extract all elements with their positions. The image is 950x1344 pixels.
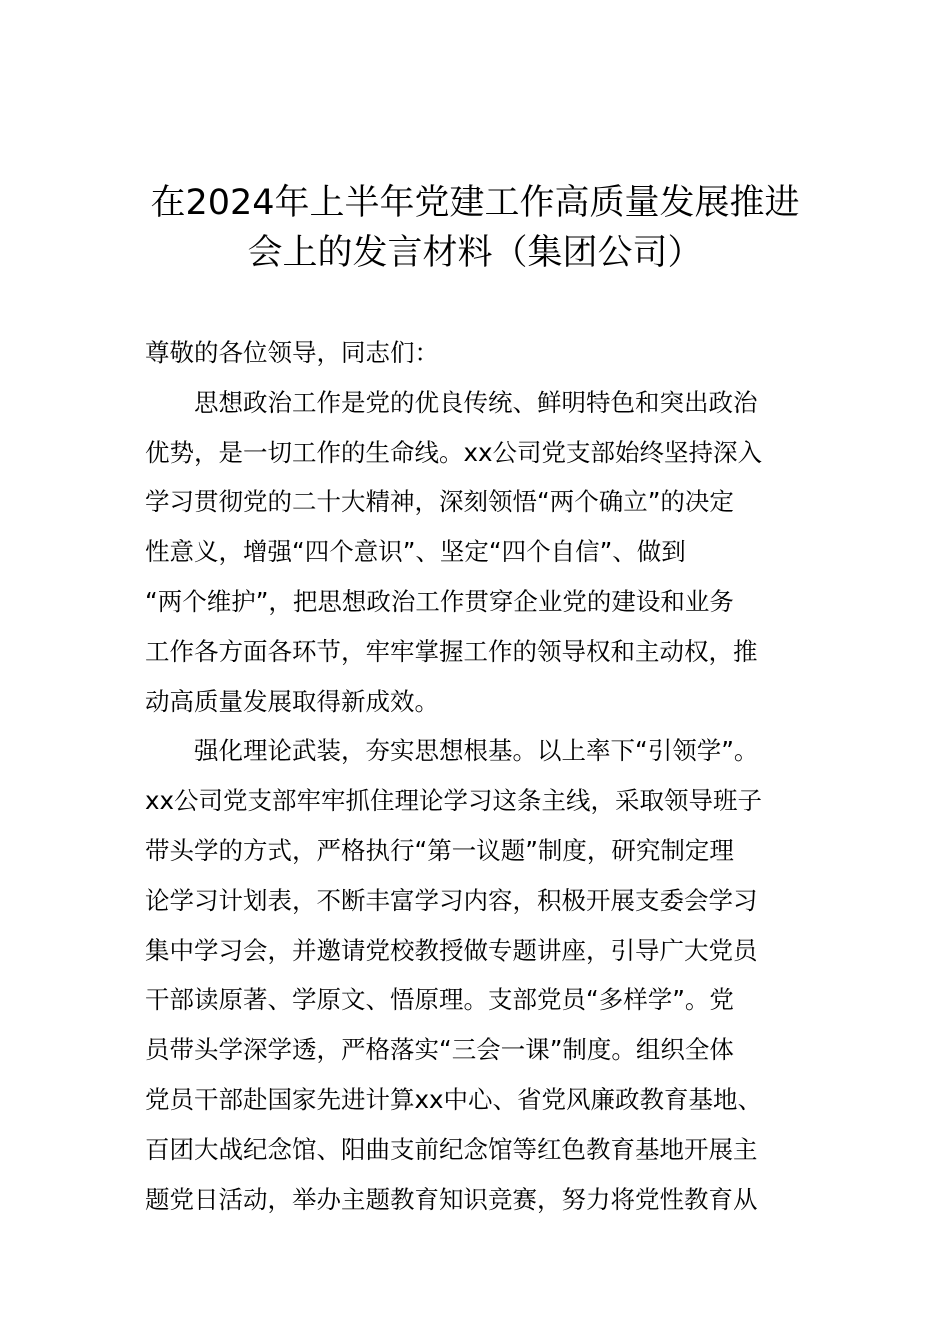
title-line: 会上的发言材料（集团公司） [247, 233, 703, 273]
paragraph-line: 强化理论武装，夯实思想根基。以上率下“引领学”。 [194, 736, 759, 766]
paragraph-line: 题党日活动，举办主题教育知识竞赛，努力将党性教育从 [145, 1184, 758, 1214]
paragraph-line: 思想政治工作是党的优良传统、鲜明特色和突出政治 [194, 387, 758, 417]
paragraph-line: 论学习计划表，不断丰富学习内容，积极开展支委会学习 [145, 885, 758, 915]
document-title [120, 178, 830, 278]
paragraph-line: “两个维护”，把思想政治工作贯穿企业党的建设和业务 [145, 586, 734, 616]
paragraph-line: 带头学的方式，严格执行“第一议题”制度，研究制定理 [145, 835, 734, 865]
salutation: 尊敬的各位领导，同志们： [145, 338, 439, 367]
paragraph-2 [145, 726, 825, 1224]
paragraph-line: 干部读原著、学原文、悟原理。支部党员“多样学”。党 [145, 985, 734, 1015]
paragraph-line: 党员干部赴国家先进计算xx中心、省党风廉政教育基地、 [145, 1084, 762, 1114]
paragraph-line: 学习贯彻党的二十大精神，深刻领悟“两个确立”的决定 [145, 487, 734, 517]
paragraph-line: xx公司党支部牢牢抓住理论学习这条主线，采取领导班子 [145, 786, 762, 816]
paragraph-line: 百团大战纪念馆、阳曲支前纪念馆等红色教育基地开展主 [145, 1134, 758, 1164]
paragraph-line: 工作各方面各环节，牢牢掌握工作的领导权和主动权，推 [145, 636, 758, 666]
paragraph-1 [145, 378, 825, 727]
paragraph-line: 员带头学深学透，严格落实“三会一课”制度。组织全体 [145, 1035, 734, 1065]
paragraph-line: 集中学习会，并邀请党校教授做专题讲座，引导广大党员 [145, 935, 758, 965]
title-line: 在2024年上半年党建工作高质量发展推进 [150, 183, 800, 223]
paragraph-line: 性意义，增强“四个意识”、坚定“四个自信”、做到 [145, 537, 686, 567]
document-body [145, 328, 825, 1224]
paragraph-line: 优势，是一切工作的生命线。xx公司党支部始终坚持深入 [145, 437, 762, 467]
paragraph-line: 动高质量发展取得新成效。 [145, 686, 439, 716]
